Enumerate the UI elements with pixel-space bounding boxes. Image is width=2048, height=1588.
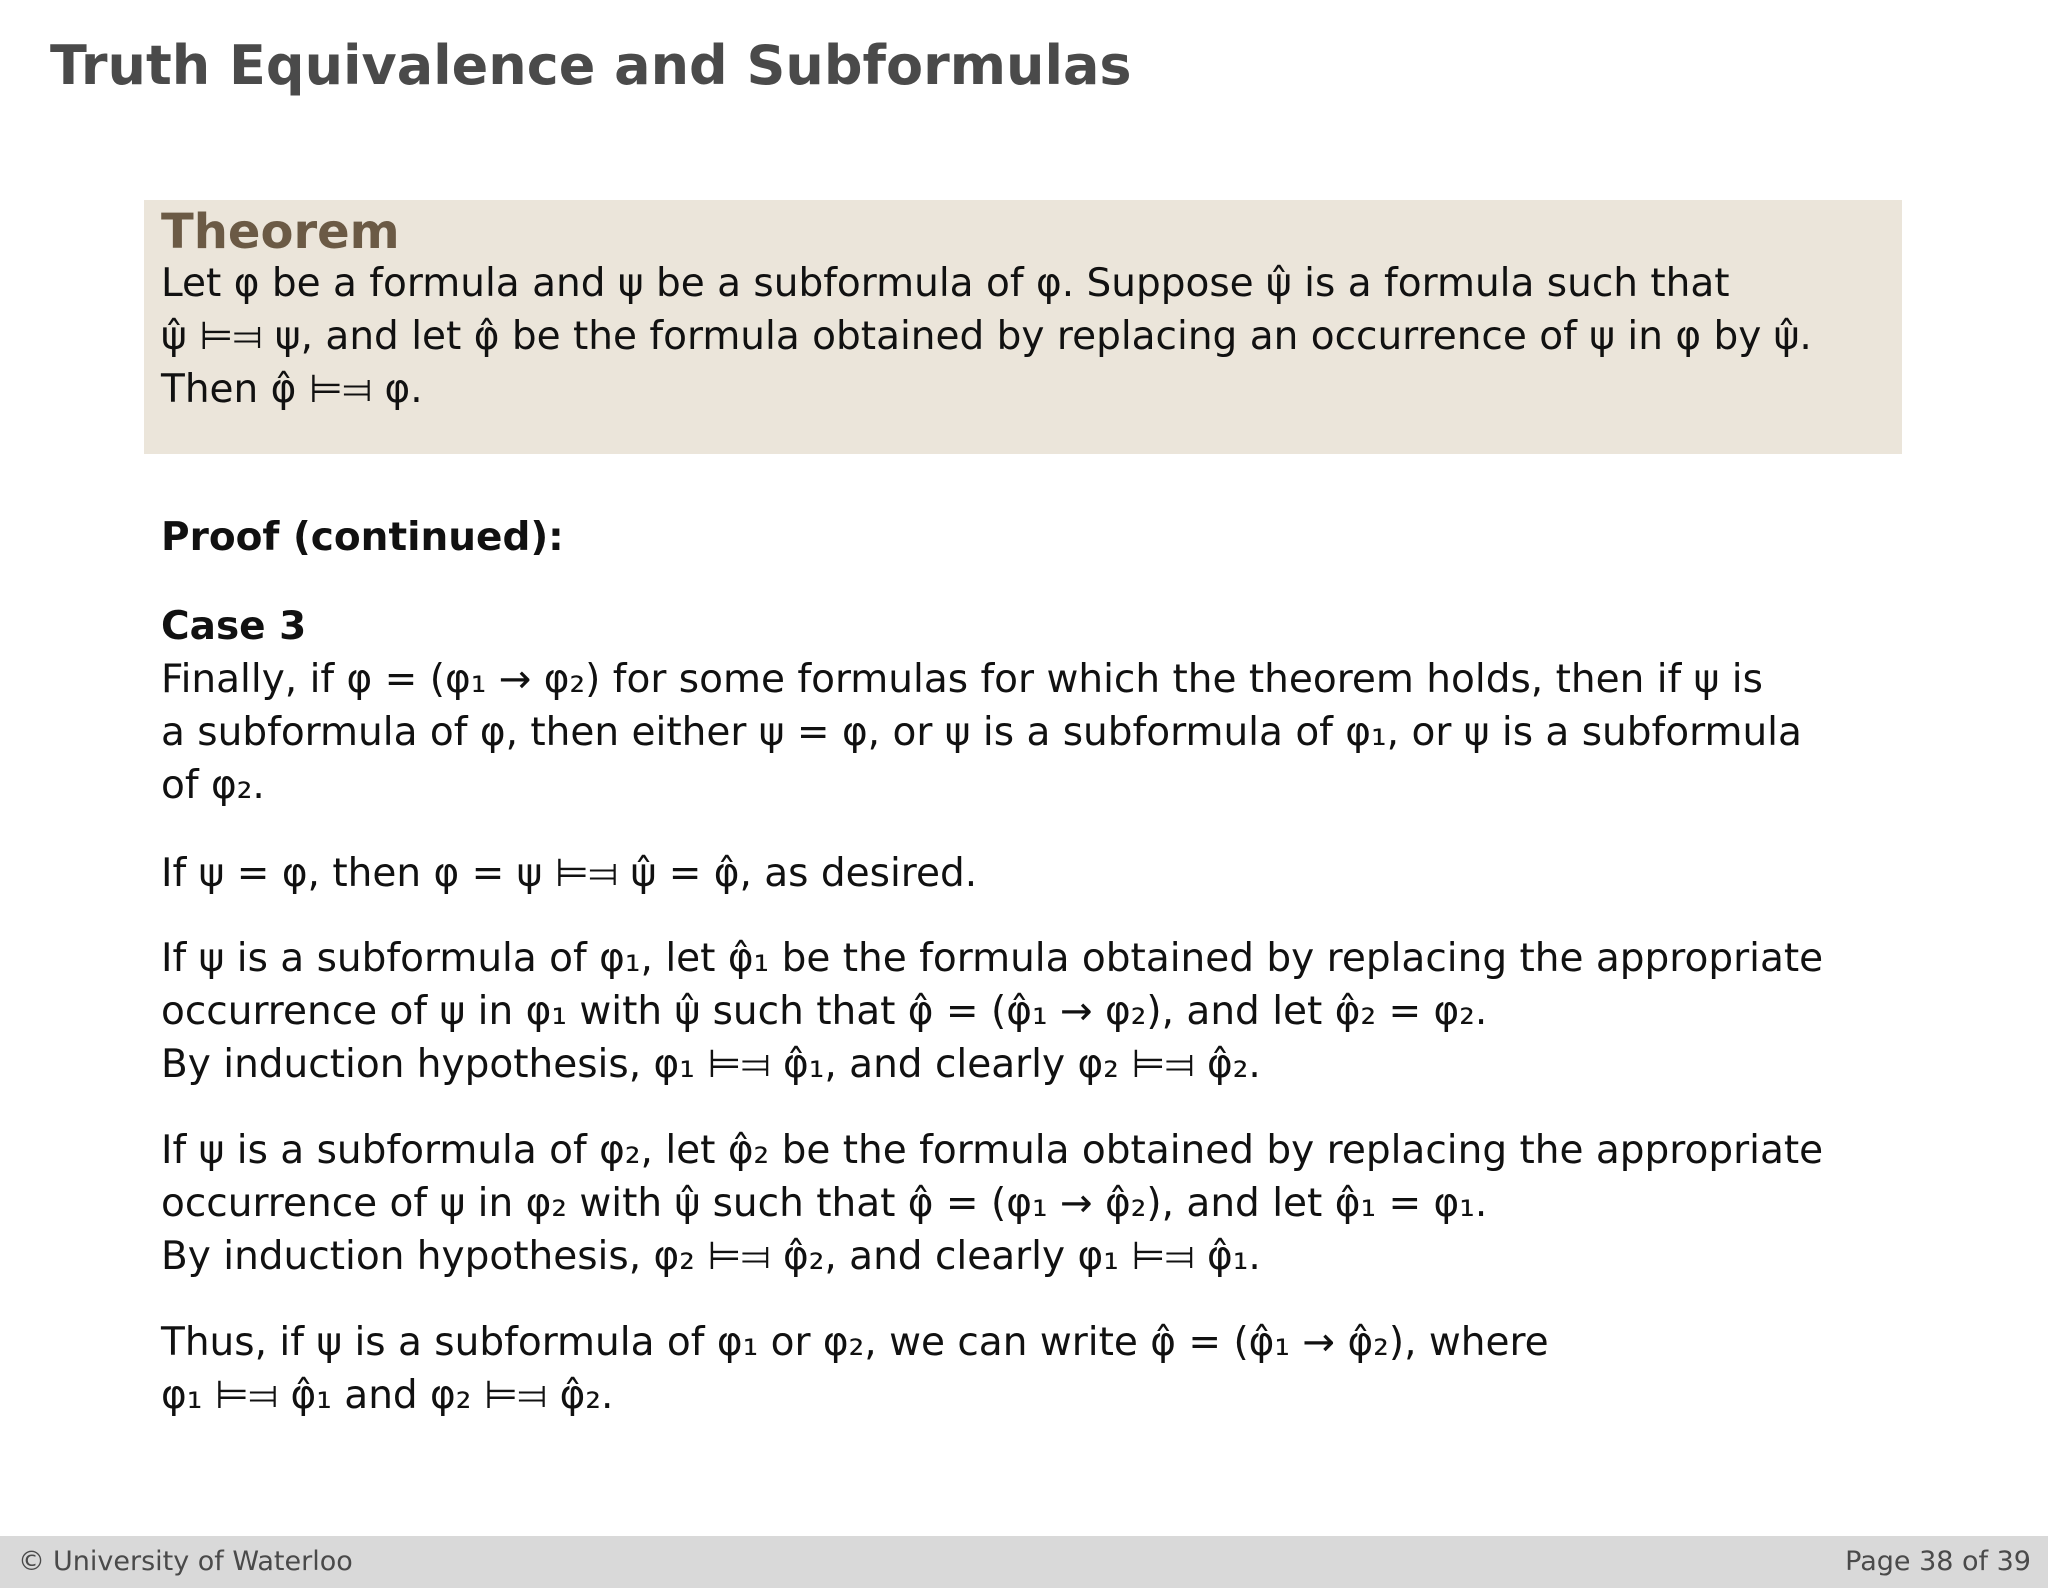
case-heading: Case 3 xyxy=(161,604,307,649)
theorem-box xyxy=(144,200,1902,454)
institution-name: University of Waterloo xyxy=(53,1546,353,1577)
subformula-two-line: If ψ is a subformula of φ₂, let φ̂₂ be the formula obtained by replacing the appropriate xyxy=(161,1128,1824,1173)
equal-case-line: If ψ = φ, then φ = ψ ⊨⫤ ψ̂ = φ̂, as desired. xyxy=(161,851,978,896)
theorem-line: ψ̂ ⊨⫤ ψ, and let φ̂ be the formula obtained by replacing an occurrence of ψ in φ by ψ̂. xyxy=(161,314,1812,359)
subformula-two-line: By induction hypothesis, φ₂ ⊨⫤ φ̂₂, and clearly φ₁ ⊨⫤ φ̂₁. xyxy=(161,1234,1261,1279)
conclusion-line: Thus, if ψ is a subformula of φ₁ or φ₂, we can write φ̂ = (φ̂₁ → φ̂₂), where xyxy=(161,1320,1549,1365)
subformula-one-line: If ψ is a subformula of φ₁, let φ̂₁ be the formula obtained by replacing the appropriate xyxy=(161,936,1824,981)
subformula-one-line: By induction hypothesis, φ₁ ⊨⫤ φ̂₁, and clearly φ₂ ⊨⫤ φ̂₂. xyxy=(161,1042,1261,1087)
theorem-line: Then φ̂ ⊨⫤ φ. xyxy=(161,367,423,412)
conclusion-line: φ₁ ⊨⫤ φ̂₁ and φ₂ ⊨⫤ φ̂₂. xyxy=(161,1373,614,1418)
footer-bar xyxy=(0,1536,2048,1588)
copyright-icon: © xyxy=(18,1546,45,1577)
theorem-heading: Theorem xyxy=(161,204,400,260)
case-line: Finally, if φ = (φ₁ → φ₂) for some formulas for which the theorem holds, then if ψ is xyxy=(161,657,1763,702)
page-number: Page 38 of 39 xyxy=(1845,1546,2031,1577)
case-line: of φ₂. xyxy=(161,763,265,808)
subformula-two-line: occurrence of ψ in φ₂ with ψ̂ such that φ̂ = (φ₁ → φ̂₂), and let φ̂₁ = φ₁. xyxy=(161,1181,1488,1226)
proof-heading: Proof (continued): xyxy=(161,515,564,560)
theorem-line: Let φ be a formula and ψ be a subformula of φ. Suppose ψ̂ is a formula such that xyxy=(161,261,1730,306)
subformula-one-line: occurrence of ψ in φ₁ with ψ̂ such that φ̂ = (φ̂₁ → φ₂), and let φ̂₂ = φ₂. xyxy=(161,989,1488,1034)
slide-title: Truth Equivalence and Subformulas xyxy=(50,34,1132,97)
case-line: a subformula of φ, then either ψ = φ, or ψ is a subformula of φ₁, or ψ is a subformula xyxy=(161,710,1802,755)
footer-copyright xyxy=(18,1546,353,1577)
